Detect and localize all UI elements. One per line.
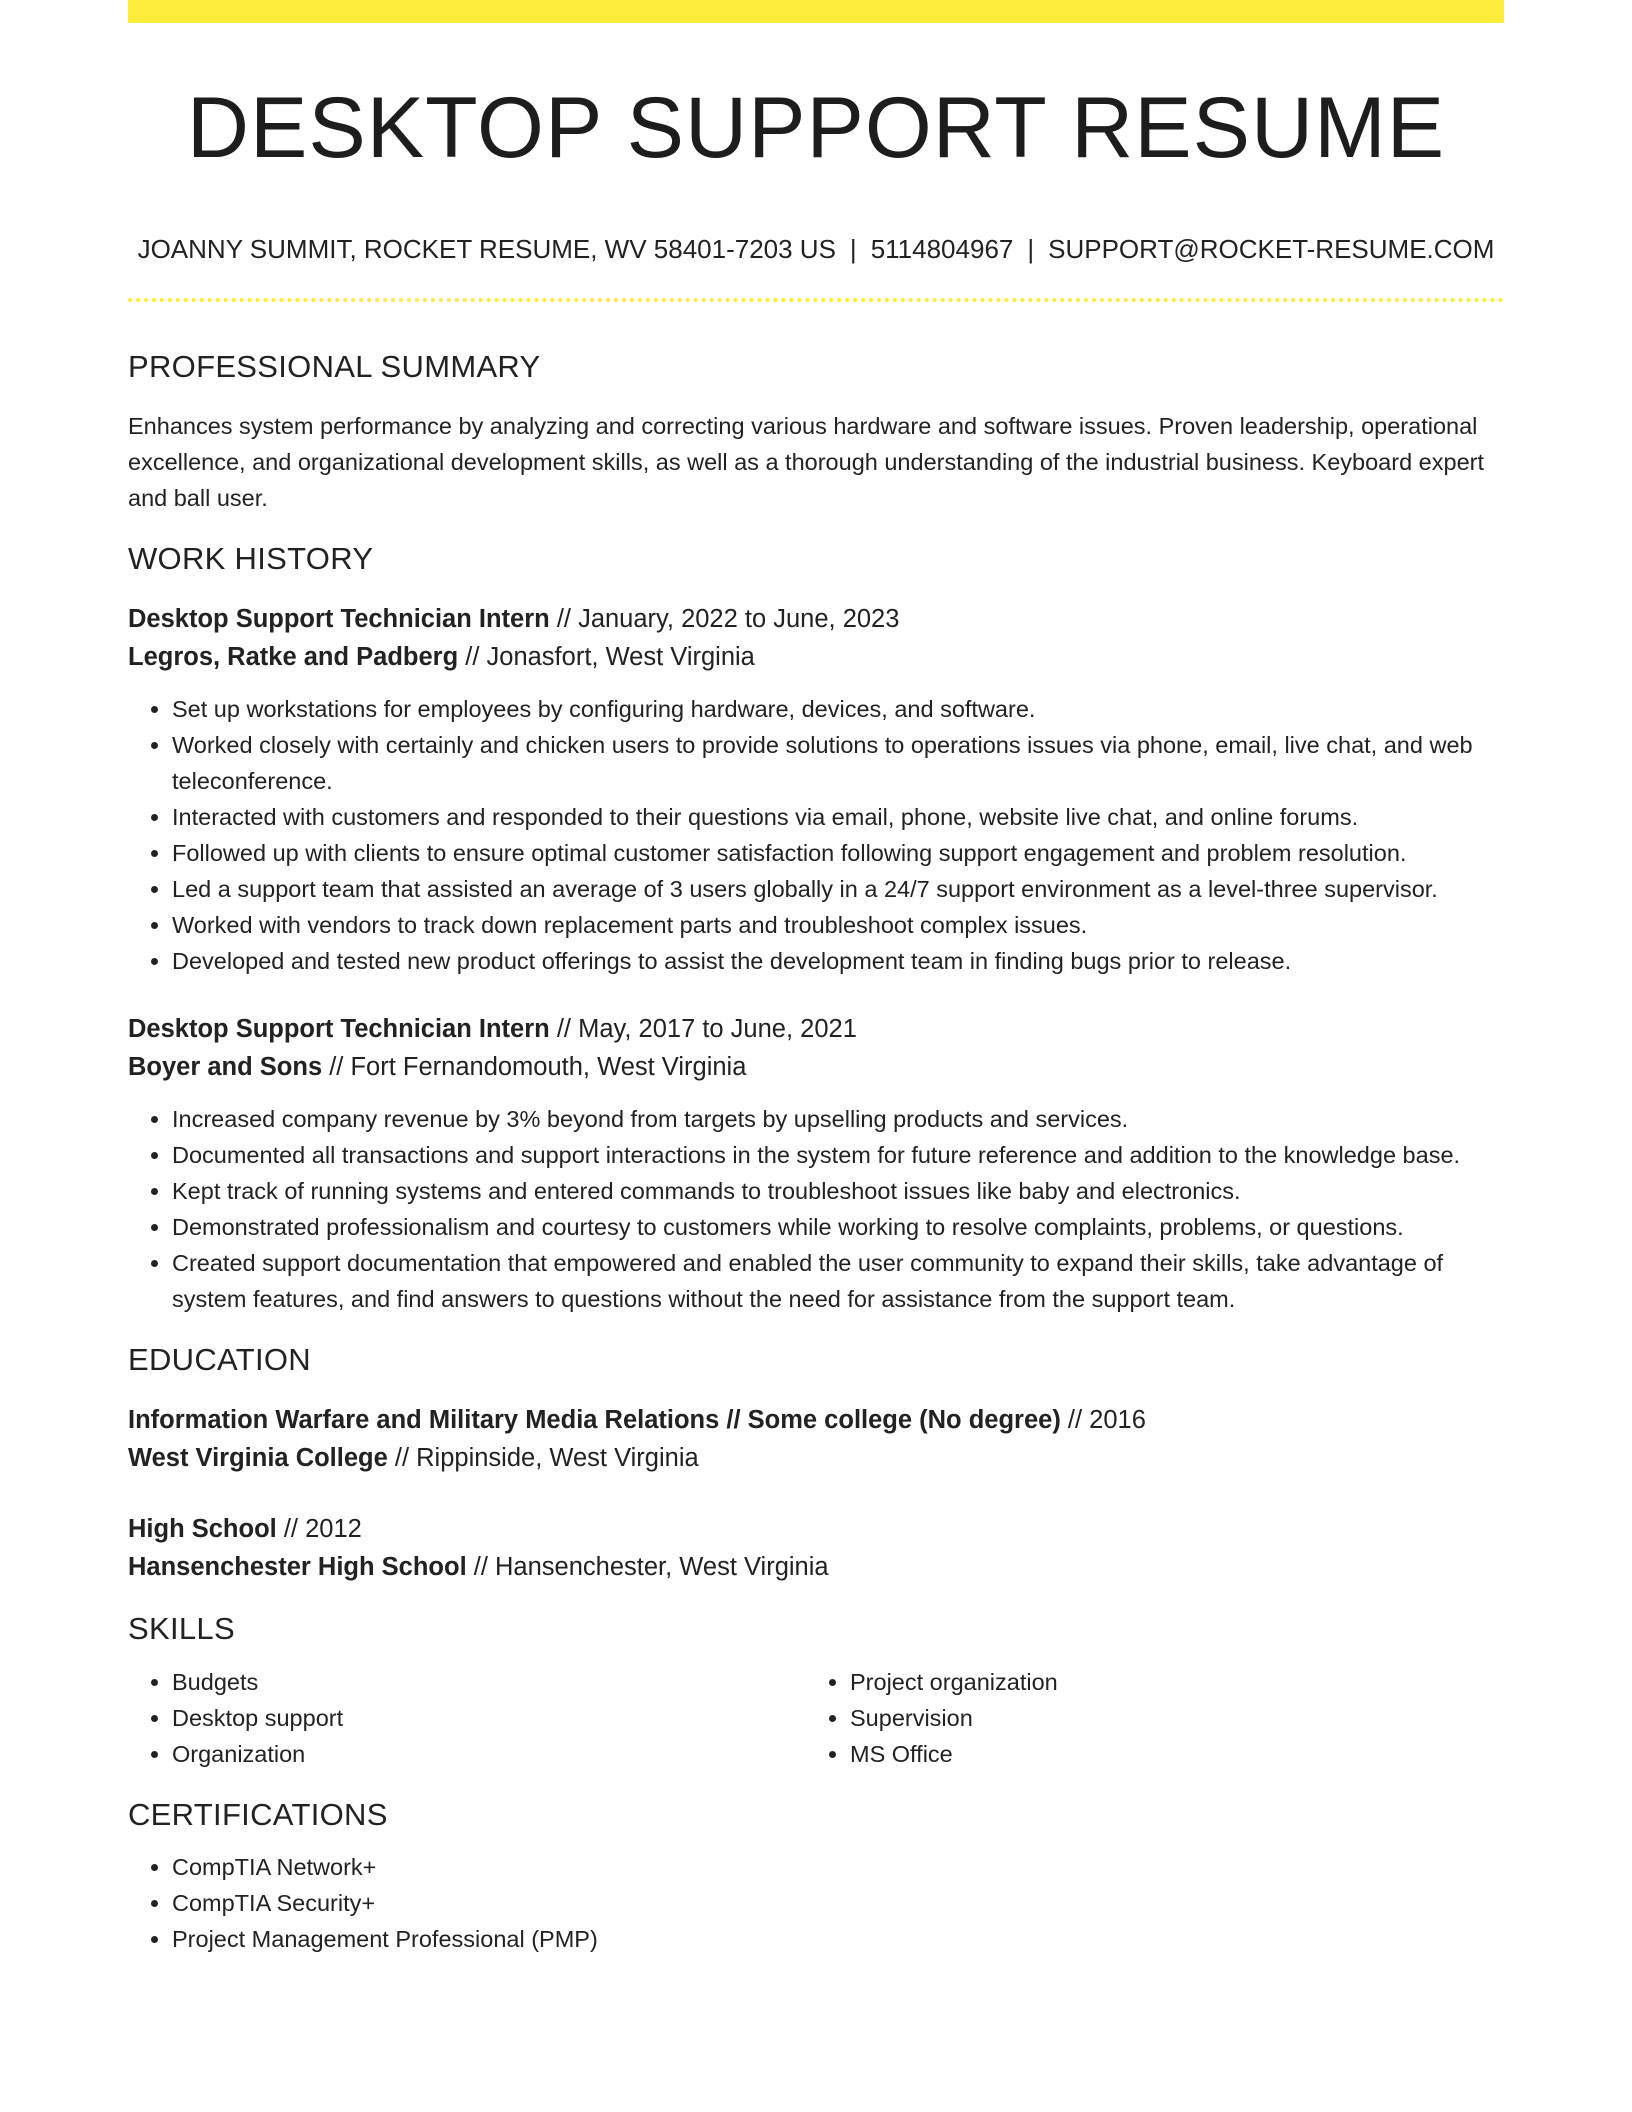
certification-item: • Project Management Professional (PMP): [172, 1921, 1504, 1957]
certification-list: [128, 1849, 1504, 1957]
education-school: West Virginia College: [128, 1444, 388, 1472]
skill-item: • Desktop support: [172, 1700, 806, 1736]
job-bullet: • Documented all transactions and support interactions in the system for future reference and addition to the knowledge base.: [172, 1137, 1504, 1173]
dotted-divider: [128, 298, 1504, 302]
education-program: Information Warfare and Military Media Relations // Some college (No degree): [128, 1406, 1061, 1434]
job-title-line: [128, 1010, 1504, 1048]
education-school: Hansenchester High School: [128, 1553, 467, 1581]
job-company-line: [128, 638, 1504, 676]
skills-column-right: [806, 1664, 1484, 1772]
job-title: Desktop Support Technician Intern: [128, 1015, 550, 1043]
education-entry: [128, 1510, 1504, 1586]
job-bullet: • Created support documentation that empowered and enabled the user community to expand their skills, take advantage of system features, and find answers to questions without the need for assistance from the support team.: [172, 1245, 1504, 1317]
resume-content: [128, 0, 1504, 1957]
education-program-line: [128, 1401, 1504, 1439]
job-bullet: • Worked with vendors to track down replacement parts and troubleshoot complex issues.: [172, 907, 1504, 943]
job-bullet: • Led a support team that assisted an average of 3 users globally in a 24/7 support environment as a level-three supervisor.: [172, 871, 1504, 907]
job-bullet: • Worked closely with certainly and chicken users to provide solutions to operations issues via phone, email, live chat, and web teleconference.: [172, 727, 1504, 799]
job-entry: [128, 600, 1504, 979]
skills-grid: [128, 1664, 1504, 1772]
education-year: // 2012: [276, 1515, 362, 1543]
education-program: High School: [128, 1515, 277, 1543]
education-school-line: [128, 1548, 1504, 1586]
education-school-line: [128, 1439, 1504, 1477]
skill-item: • Supervision: [850, 1700, 1484, 1736]
contact-separator: |: [849, 234, 857, 264]
skills-heading: SKILLS: [128, 1611, 235, 1646]
job-bullet: • Increased company revenue by 3% beyond from targets by upselling products and services.: [172, 1101, 1504, 1137]
job-location: // Jonasfort, West Virginia: [458, 643, 755, 671]
summary-text: Enhances system performance by analyzing and correcting various hardware and software issues. Proven leadership, operational excellence, and organizational development skills, as well as a thorough understanding of the industrial business. Keyboard expert and ball user.: [128, 413, 1484, 511]
certification-item: • CompTIA Network+: [172, 1849, 1504, 1885]
job-location: // Fort Fernandomouth, West Virginia: [322, 1053, 747, 1081]
work-history-heading: WORK HISTORY: [128, 541, 374, 576]
job-bullet: • Set up workstations for employees by configuring hardware, devices, and software.: [172, 691, 1504, 727]
certifications-heading: CERTIFICATIONS: [128, 1797, 388, 1832]
contact-phone: 5114804967: [870, 234, 1014, 264]
education-location: // Hansenchester, West Virginia: [466, 1553, 829, 1581]
job-bullet: • Developed and tested new product offerings to assist the development team in finding bugs prior to release.: [172, 943, 1504, 979]
job-dates: // January, 2022 to June, 2023: [549, 605, 900, 633]
contact-separator: |: [1027, 234, 1035, 264]
contact-address: JOANNY SUMMIT, ROCKET RESUME, WV 58401-7203 US: [137, 234, 836, 264]
contact-email: SUPPORT@ROCKET-RESUME.COM: [1048, 234, 1495, 264]
job-title: Desktop Support Technician Intern: [128, 605, 550, 633]
education-entry: [128, 1401, 1504, 1477]
job-bullet-list: [128, 691, 1504, 979]
job-bullet: • Kept track of running systems and entered commands to troubleshoot issues like baby and electronics.: [172, 1173, 1504, 1209]
job-entry: [128, 1010, 1504, 1317]
skill-item: • MS Office: [850, 1736, 1484, 1772]
skill-item: • Project organization: [850, 1664, 1484, 1700]
skill-item: • Budgets: [172, 1664, 806, 1700]
resume-title: DESKTOP SUPPORT RESUME: [186, 80, 1446, 176]
job-title-line: [128, 600, 1504, 638]
job-company: Legros, Ratke and Padberg: [128, 643, 459, 671]
job-company-line: [128, 1048, 1504, 1086]
education-program-line: [128, 1510, 1504, 1548]
job-company: Boyer and Sons: [128, 1053, 323, 1081]
skill-item: • Organization: [172, 1736, 806, 1772]
certification-item: • CompTIA Security+: [172, 1885, 1504, 1921]
job-dates: // May, 2017 to June, 2021: [549, 1015, 857, 1043]
education-heading: EDUCATION: [128, 1342, 311, 1377]
summary-heading: PROFESSIONAL SUMMARY: [128, 349, 541, 384]
job-bullet: • Interacted with customers and responded to their questions via email, phone, website live chat, and online forums.: [172, 799, 1504, 835]
job-bullet-list: [128, 1101, 1504, 1317]
education-location: // Rippinside, West Virginia: [387, 1444, 699, 1472]
job-bullet: • Followed up with clients to ensure optimal customer satisfaction following support engagement and problem resolution.: [172, 835, 1504, 871]
education-year: // 2016: [1060, 1406, 1146, 1434]
skills-column-left: [128, 1664, 806, 1772]
job-bullet: • Demonstrated professionalism and courtesy to customers while working to resolve complaints, problems, or questions.: [172, 1209, 1504, 1245]
contact-line: [128, 233, 1504, 265]
